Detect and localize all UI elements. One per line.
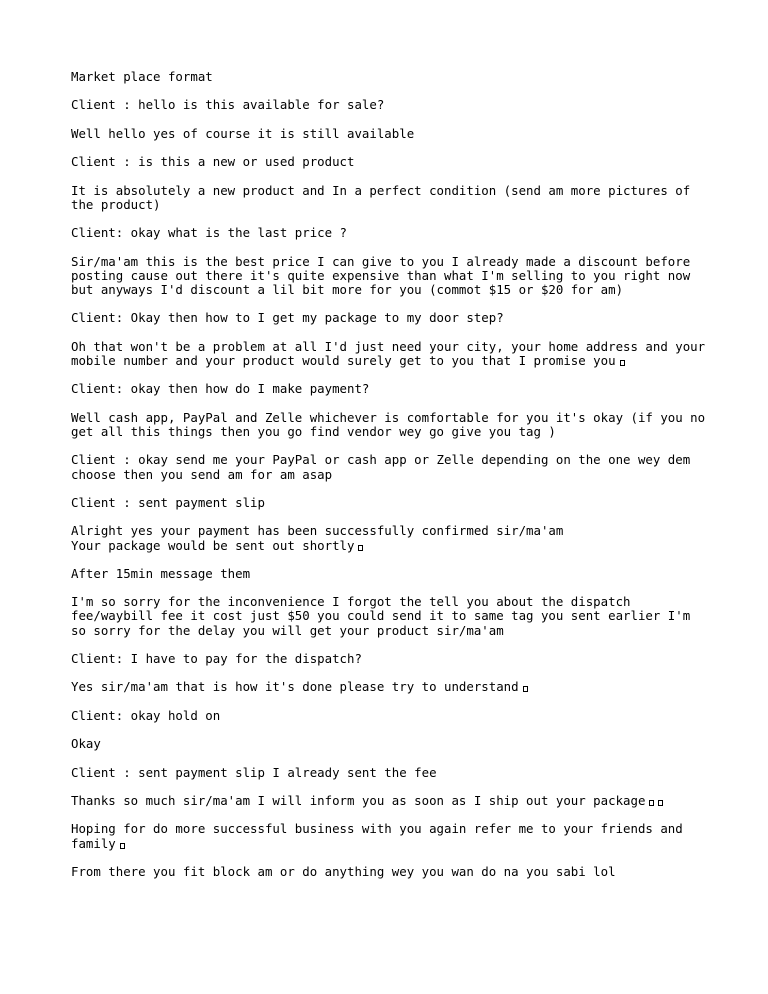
paragraph (71, 794, 711, 808)
missing-emoji-glyph-icon (620, 360, 625, 366)
paragraph: Client : sent payment slip (71, 494, 265, 510)
missing-emoji-glyph-icon (523, 686, 528, 692)
paragraph (71, 340, 711, 368)
paragraph: Client: okay hold on (71, 707, 221, 723)
paragraph: Client: Okay then how to I get my package to my door step? (71, 310, 504, 326)
paragraph: Client: okay then how do I make payment? (71, 381, 370, 397)
paragraph: Well cash app, PayPal and Zelle whichever is comfortable for you it's okay (if you no get all this things then you go find vendor wey go give you tag ) (71, 409, 706, 439)
paragraph-text: Oh that won't be a problem at all I'd just need your city, your home address and your mobile number and your product would surely get to you that I promise you (71, 338, 706, 368)
paragraph: Client : is this a new or used product (71, 154, 355, 170)
paragraph: Sir/ma'am this is the best price I can give to you I already made a discount before posting cause out there it's quite expensive than what I'm selling to you right now but anyways I'd discount a lil bit more for you (commot $15 or $20 for am) (71, 253, 691, 297)
paragraph: Client: I have to pay for the dispatch? (71, 651, 362, 667)
paragraph: Client: okay what is the last price ? (71, 225, 348, 241)
paragraph: Client : okay send me your PayPal or cash app or Zelle depending on the one wey dem choose then you send am for am asap (71, 452, 691, 482)
missing-emoji-glyph-icon (358, 545, 363, 551)
missing-emoji-glyph-icon (649, 800, 654, 806)
paragraph: Okay (71, 736, 101, 752)
missing-emoji-glyph-icon (120, 843, 125, 849)
paragraph: It is absolutely a new product and In a perfect condition (send am more pictures of the product) (71, 182, 691, 212)
document-body (71, 70, 711, 893)
paragraph (71, 822, 711, 850)
paragraph: From there you fit block am or do anything wey you wan do na you sabi lol (71, 864, 616, 880)
document-title: Market place format (71, 69, 213, 84)
paragraph-text: Hoping for do more successful business with you again refer me to your friends and family (71, 821, 683, 851)
paragraph (71, 680, 711, 694)
paragraph: Well hello yes of course it is still available (71, 125, 415, 141)
paragraph (71, 524, 711, 552)
paragraph: Client : sent payment slip I already sent the fee (71, 764, 437, 780)
paragraph-text: Thanks so much sir/ma'am I will inform you as soon as I ship out your package (71, 793, 646, 809)
missing-emoji-glyph-icon (658, 800, 663, 806)
paragraph: Client : hello is this available for sale? (71, 97, 385, 113)
paragraph-text: Alright yes your payment has been successfully confirmed sir/ma'am Your package would be sent out shortly (71, 523, 564, 553)
paragraph-text: Yes sir/ma'am that is how it's done please try to understand (71, 679, 519, 695)
paragraph: After 15min message them (71, 565, 251, 581)
paragraph: I'm so sorry for the inconvenience I forgot the tell you about the dispatch fee/waybill fee it cost just $50 you could send it to same tag you sent earlier I'm so sorry for the delay you will get your product sir/ma'am (71, 594, 691, 638)
